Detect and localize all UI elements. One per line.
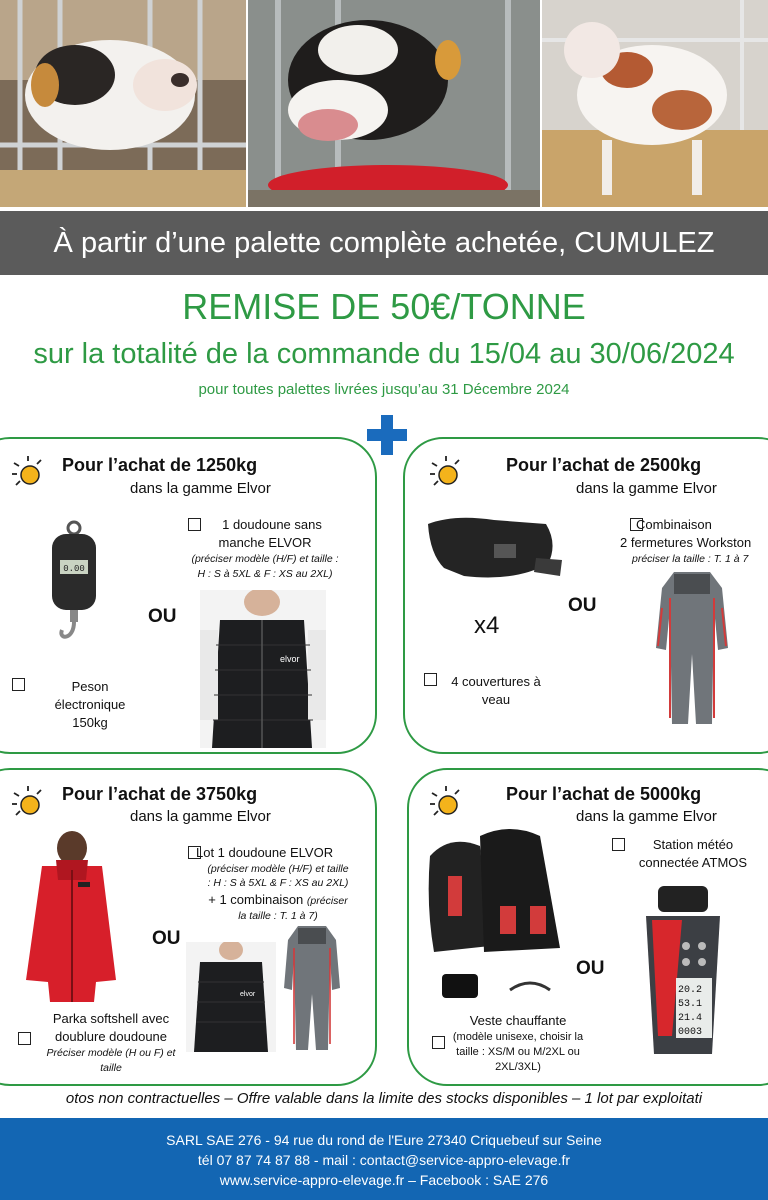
sun-icon xyxy=(10,784,46,820)
checkbox-scale[interactable] xyxy=(12,678,25,691)
cumulate-banner: À partir d’une palette complète achetée, CUMULEZ xyxy=(0,211,768,275)
checkbox-heated-jacket[interactable] xyxy=(432,1036,445,1049)
option-coverall-label: Combinaison 2 fermetures Workston préciser la taille : T. 1 à 7 xyxy=(620,517,752,566)
sun-icon xyxy=(428,784,464,820)
footer-address: SARL SAE 276 - 94 rue du rond de l'Eure 27340 Criquebeuf sur Seine xyxy=(166,1132,602,1148)
scale-display: 0.00 xyxy=(63,564,85,574)
coverall-image xyxy=(654,568,730,726)
promo-headline: REMISE DE 50€/TONNE xyxy=(182,286,586,327)
option-bundle-label: Lot 1 doudoune ELVOR (préciser modèle (H/F) et taille : H : S à 5XL & F : XS au 2XL) + 1 combinaison (préciser la taille : T. 1 à 7) xyxy=(196,845,349,922)
card-subtitle: dans la gamme Elvor xyxy=(576,480,717,497)
bundle-vest-image xyxy=(186,942,276,1052)
footer-contact[interactable]: tél 07 87 74 87 88 - mail : contact@service-appro-elevage.fr xyxy=(197,1152,571,1168)
or-label: OU xyxy=(152,928,181,949)
station-reading-4: 0003 xyxy=(678,1027,703,1038)
red-parka-image xyxy=(20,830,120,1002)
footer xyxy=(0,1118,768,1200)
weather-station-image xyxy=(632,886,734,1056)
sun-icon xyxy=(10,454,46,490)
card-subtitle: dans la gamme Elvor xyxy=(576,808,717,825)
calf-photo-right xyxy=(542,0,768,207)
card-title: Pour l’achat de 5000kg xyxy=(506,784,702,804)
card-title: Pour l’achat de 2500kg xyxy=(506,455,702,475)
option-blankets-label: 4 couvertures à veau xyxy=(451,674,541,708)
sun-icon xyxy=(428,454,464,490)
station-reading-2: 53.1 xyxy=(678,999,703,1010)
digital-scale-image xyxy=(44,520,104,650)
card-subtitle: dans la gamme Elvor xyxy=(130,480,271,497)
station-reading-1: 20.2 xyxy=(678,985,703,996)
quantity-label: x4 xyxy=(474,612,500,639)
station-reading-3: 21.4 xyxy=(678,1013,703,1024)
card-subtitle: dans la gamme Elvor xyxy=(130,808,271,825)
calf-blanket-image xyxy=(424,514,564,584)
option-scale-label: Peson électronique 150kg xyxy=(54,679,126,731)
disclaimer: otos non contractuelles – Offre valable dans la limite des stocks disponibles – 1 lot par exploitati xyxy=(65,1090,703,1107)
heated-jacket-image xyxy=(420,826,568,1008)
option-parka-label: Parka softshell avec doublure doudoune Préciser modèle (H ou F) et taille xyxy=(46,1011,176,1074)
card-title: Pour l’achat de 3750kg xyxy=(62,784,258,804)
checkbox-weather-station[interactable] xyxy=(612,838,625,851)
card-title: Pour l’achat de 1250kg xyxy=(62,455,258,475)
elvor-logo: elvor xyxy=(280,654,300,664)
or-label: OU xyxy=(568,595,597,616)
header-photo-strip xyxy=(0,0,768,207)
footer-web[interactable]: www.service-appro-elevage.fr – Facebook : SAE 276 xyxy=(219,1172,549,1188)
calf-photo-center xyxy=(248,0,540,207)
option-vest-label: 1 doudoune sans manche ELVOR (préciser modèle (H/F) et taille : H : S à 5XL & F : XS au 2XL) xyxy=(191,517,339,580)
promo-note: pour toutes palettes livrées jusqu’au 31 Décembre 2024 xyxy=(198,381,570,398)
promo-subline: sur la totalité de la commande du 15/04 au 30/06/2024 xyxy=(33,338,735,370)
plus-icon xyxy=(365,413,409,457)
bundle-coverall-image xyxy=(282,924,342,1052)
option-heated-jacket-label: Veste chauffante (modèle unisexe, choisir la taille : XS/M ou M/2XL ou 2XL/3XL) xyxy=(452,1013,584,1073)
elvor-logo: elvor xyxy=(240,991,256,998)
or-label: OU xyxy=(148,606,177,627)
option-weather-station-label: Station météo connectée ATMOS xyxy=(638,837,748,871)
or-label: OU xyxy=(576,958,605,979)
sleeveless-vest-image xyxy=(200,590,326,748)
checkbox-parka[interactable] xyxy=(18,1032,31,1045)
calf-photo-left xyxy=(0,0,246,207)
